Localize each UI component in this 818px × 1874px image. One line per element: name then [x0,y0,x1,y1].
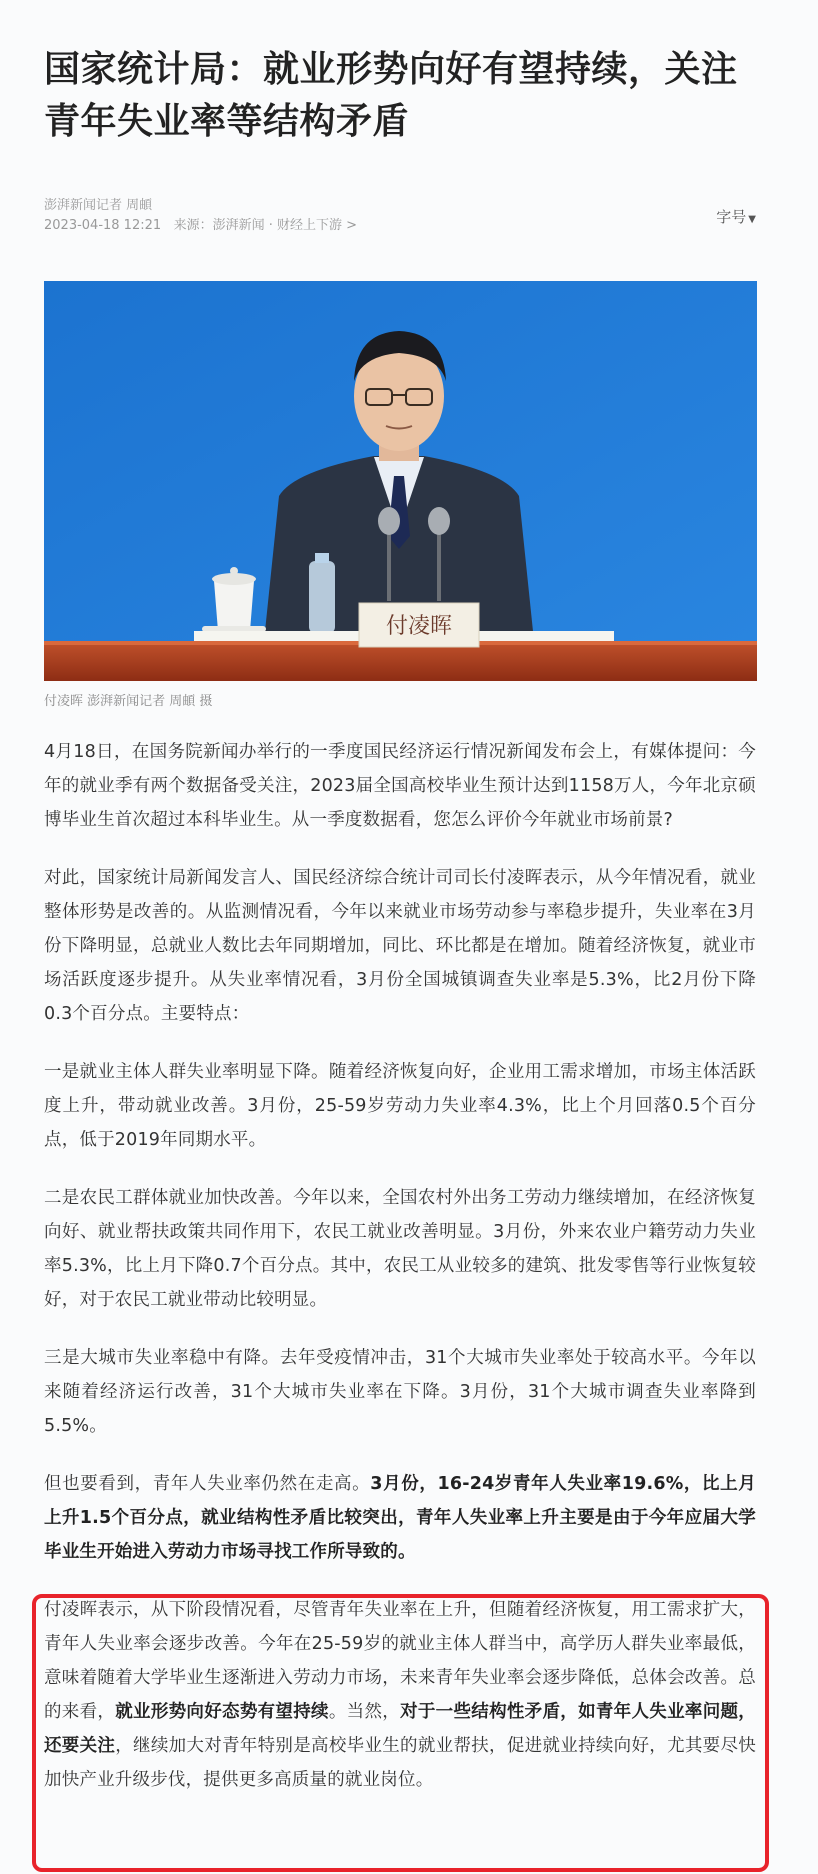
article-photo [44,281,757,681]
paragraph-text: ，继续加大对青年特别是高校毕业生的就业帮扶，促进就业持续向好，尤其要尽快加快产业升级步伐，提供更多高质量的就业岗位。 [44,1736,756,1790]
highlighted-paragraph [44,1593,756,1797]
date-source-line [44,216,784,236]
bold-text: 就业形势向好态势有望持续 [115,1702,329,1722]
paragraph-text: 但也要看到，青年人失业率仍然在走高。 [44,1474,371,1494]
article-body [44,735,756,1821]
nameplate-text: 付凌晖 [385,614,453,639]
font-size-label: 字号 [716,208,747,226]
font-size-button[interactable] [716,206,756,227]
paragraph: 三是大城市失业率稳中有降。去年受疫情冲击，31个大城市失业率处于较高水平。今年以来随着经济运行改善，31个大城市失业率在下降。3月份，31个大城市调查失业率降到5.5%。 [44,1348,756,1436]
caret-down-icon: ▼ [748,214,756,225]
paragraph: 一是就业主体人群失业率明显下降。随着经济恢复向好，企业用工需求增加，市场主体活跃度上升，带动就业改善。3月份，25-59岁劳动力失业率4.3%，比上个月回落0.5个百分点，低于2019年同期水平。 [44,1062,756,1150]
paragraph: 4月18日，在国务院新闻办举行的一季度国民经济运行情况新闻发布会上，有媒体提问：今年的就业季有两个数据备受关注，2023届全国高校毕业生预计达到1158万人，今年北京硕博毕业生首次超过本科毕业生。从一季度数据看，您怎么评价今年就业市场前景? [44,742,756,830]
paragraph-text: 。当然， [328,1702,401,1722]
source-link[interactable]: 澎湃新闻 · 财经上下游 > [212,218,358,233]
image-caption: 付凌晖 澎湃新闻记者 周頔 摄 [44,694,213,709]
publish-date: 2023-04-18 12:21 [44,218,162,233]
paragraph [44,1467,756,1569]
paragraph: 对此，国家统计局新闻发言人、国民经济综合统计司司长付凌晖表示，从今年情况看，就业整体形势是改善的。从监测情况看，今年以来就业市场劳动参与率稳步提升，失业率在3月份下降明显，总就业人数比去年同期增加，同比、环比都是在增加。随着经济恢复，就业市场活跃度逐步提升。从失业率情况看，3月份全国城镇调查失业率是5.3%，比2月份下降0.3个百分点。主要特点： [44,868,756,1024]
paragraph: 二是农民工群体就业加快改善。今年以来，全国农村外出务工劳动力继续增加，在经济恢复向好、就业帮扶政策共同作用下，农民工就业改善明显。3月份，外来农业户籍劳动力失业率5.3%，比上月下降0.7个百分点。其中，农民工从业较多的建筑、批发零售等行业恢复较好，对于农民工就业带动比较明显。 [44,1188,756,1310]
source-label: 来源： [173,218,213,233]
author-line: 澎湃新闻记者 周頔 [44,198,153,213]
article-meta [44,196,784,236]
bold-text: 对于一些结构性矛盾，如青年人失业率问题，还要关注 [44,1702,756,1756]
paragraph-text: 付凌晖表示，从下阶段情况看，尽管青年失业率在上升，但随着经济恢复，用工需求扩大，青年人失业率会逐步改善。今年在25-59岁的就业主体人群当中，高学历人群失业率最低，意味着随着大学毕业生逐渐进入劳动力市场，未来青年失业率会逐步降低，总体会改善。总的来看， [44,1600,756,1722]
page-title: 国家统计局：就业形势向好有望持续，关注青年失业率等结构矛盾 [44,49,738,142]
bold-text: 3月份，16-24岁青年人失业率19.6%，比上月上升1.5个百分点，就业结构性矛盾比较突出，青年人失业率上升主要是由于今年应届大学毕业生开始进入劳动力市场寻找工作所导致的。 [44,1474,756,1562]
